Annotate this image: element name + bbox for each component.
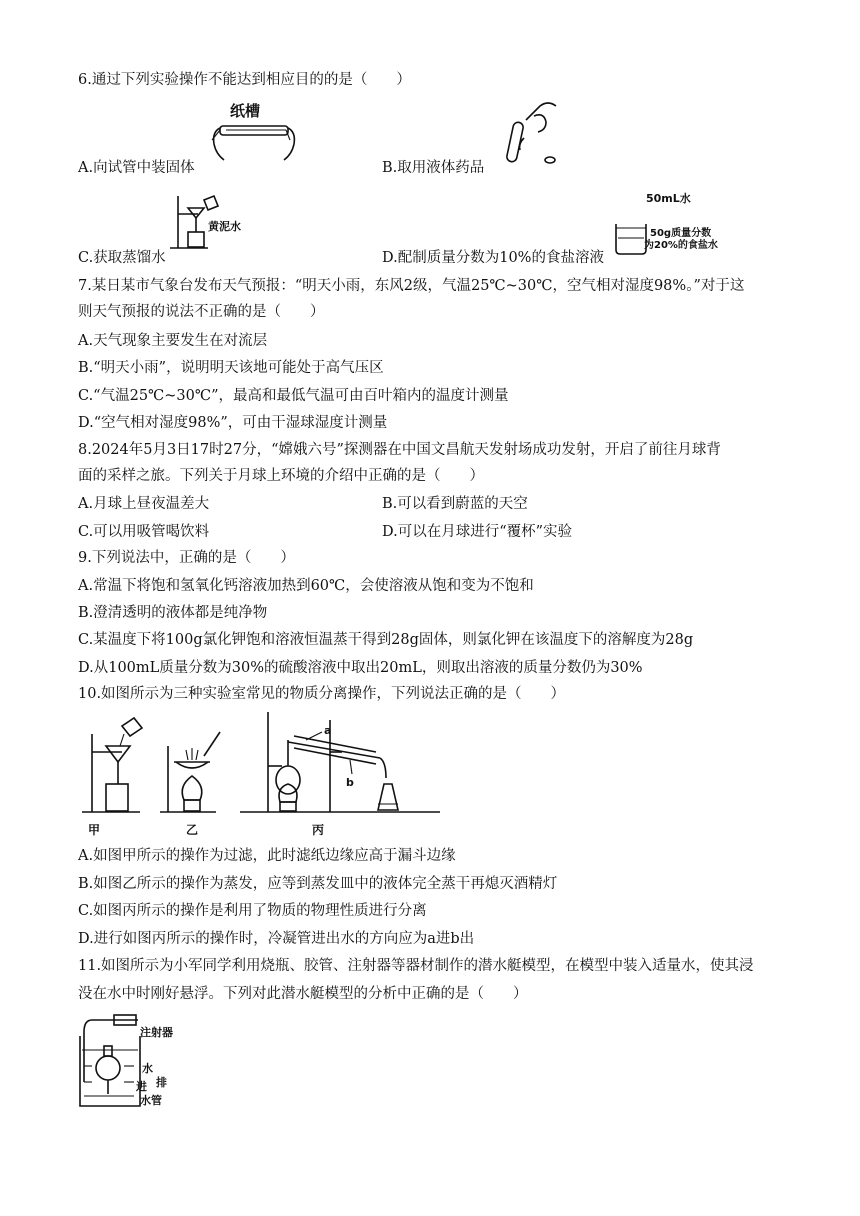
q9-stem: 9.下列说法中，正确的是（ ） xyxy=(78,550,295,566)
q6-stem: 6.通过下列实验操作不能达到相应目的的是（ ） xyxy=(78,72,411,88)
q11-fig-pipe: 水管 xyxy=(140,1094,162,1107)
q11-stem-line1: 11.如图所示为小军同学利用烧瓶、胶管、注射器等器材制作的潜水艇模型，在模型中装入适量水，使其浸 xyxy=(78,958,754,974)
q8-option-c: C.可以用吸管喝饮料 xyxy=(78,524,210,540)
q10-fig-yi: 乙 xyxy=(186,823,199,837)
q7-option-a: A.天气现象主要发生在对流层 xyxy=(78,333,268,349)
q11-fig-out: 排 xyxy=(156,1076,167,1089)
q8-stem-line2: 面的采样之旅。下列关于月球上环境的介绍中正确的是（ ） xyxy=(78,468,484,484)
q11-fig-syringe: 注射器 xyxy=(140,1026,173,1039)
q6-figure-b xyxy=(488,98,568,170)
q10-option-c: C.如图丙所示的操作是利用了物质的物理性质进行分离 xyxy=(78,903,427,919)
q6-fig-d-side2: 为20%的食盐水 xyxy=(644,240,718,251)
q11-stem-line2: 没在水中时刚好悬浮。下列对此潜水艇模型的分析中正确的是（ ） xyxy=(78,986,528,1002)
q10-fig-b: b xyxy=(346,776,354,789)
q6-fig-c-label: 黄泥水 xyxy=(208,220,241,233)
q7-stem-line1: 7.某日某市气象台发布天气预报：“明天小雨，东风2级，气温25℃~30℃，空气相对湿度98%。”对于这 xyxy=(78,278,745,294)
q10-figure xyxy=(80,712,450,838)
q10-stem: 10.如图所示为三种实验室常见的物质分离操作，下列说法正确的是（ ） xyxy=(78,686,566,702)
q6-option-c: C.获取蒸馏水 xyxy=(78,250,166,266)
q9-option-d: D.从100mL质量分数为30%的硫酸溶液中取出20mL，则取出溶液的质量分数仍为30% xyxy=(78,660,643,676)
q7-option-d: D.“空气相对湿度98%”，可由干湿球湿度计测量 xyxy=(78,415,388,431)
q6-figure-a xyxy=(206,100,301,166)
q7-stem-line2: 则天气预报的说法不正确的是（ ） xyxy=(78,304,325,320)
q10-fig-bing: 丙 xyxy=(312,823,325,837)
q10-option-a: A.如图甲所示的操作为过滤，此时滤纸边缘应高于漏斗边缘 xyxy=(78,848,456,864)
q8-option-d: D.可以在月球进行“覆杯”实验 xyxy=(382,524,573,540)
q10-fig-a: a xyxy=(324,724,332,737)
q8-option-a: A.月球上昼夜温差大 xyxy=(78,496,210,512)
q6-fig-a-label: 纸槽 xyxy=(230,102,261,120)
q9-option-c: C.某温度下将100g氯化钾饱和溶液恒温蒸干得到28g固体，则氯化钾在该温度下的溶解度为28g xyxy=(78,632,694,648)
q9-option-b: B.澄清透明的液体都是纯净物 xyxy=(78,605,268,621)
q6-figure-d xyxy=(612,188,718,258)
q11-fig-water: 水 xyxy=(142,1062,153,1075)
q6-option-d: D.配制质量分数为10%的食盐溶液 xyxy=(382,250,604,266)
q9-option-a: A.常温下将饱和氢氧化钙溶液加热到60℃，会使溶液从饱和变为不饱和 xyxy=(78,578,534,594)
q7-option-b: B.“明天小雨”，说明明天该地可能处于高气压区 xyxy=(78,360,384,376)
q6-option-a: A.向试管中装固体 xyxy=(78,160,195,176)
q10-option-d: D.进行如图丙所示的操作时，冷凝管进出水的方向应为a进b出 xyxy=(78,931,475,947)
q8-stem-line1: 8.2024年5月3日17时27分，“嫦娥六号”探测器在中国文昌航天发射场成功发射，开启了前往月球背 xyxy=(78,442,721,458)
q8-option-b: B.可以看到蔚蓝的天空 xyxy=(382,496,528,512)
q10-fig-jia: 甲 xyxy=(88,823,101,837)
q6-option-b: B.取用液体药品 xyxy=(382,160,485,176)
q11-figure xyxy=(78,1010,198,1110)
q10-option-b: B.如图乙所示的操作为蒸发，应等到蒸发皿中的液体完全蒸干再熄灭酒精灯 xyxy=(78,876,558,892)
q11-fig-in: 进 xyxy=(136,1080,147,1093)
q6-fig-d-side1: 50g质量分数 xyxy=(650,228,712,239)
q6-fig-d-top: 50mL水 xyxy=(646,192,691,205)
q6-figure-c xyxy=(168,192,258,252)
q7-option-c: C.“气温25℃~30℃”，最高和最低气温可由百叶箱内的温度计测量 xyxy=(78,388,509,404)
